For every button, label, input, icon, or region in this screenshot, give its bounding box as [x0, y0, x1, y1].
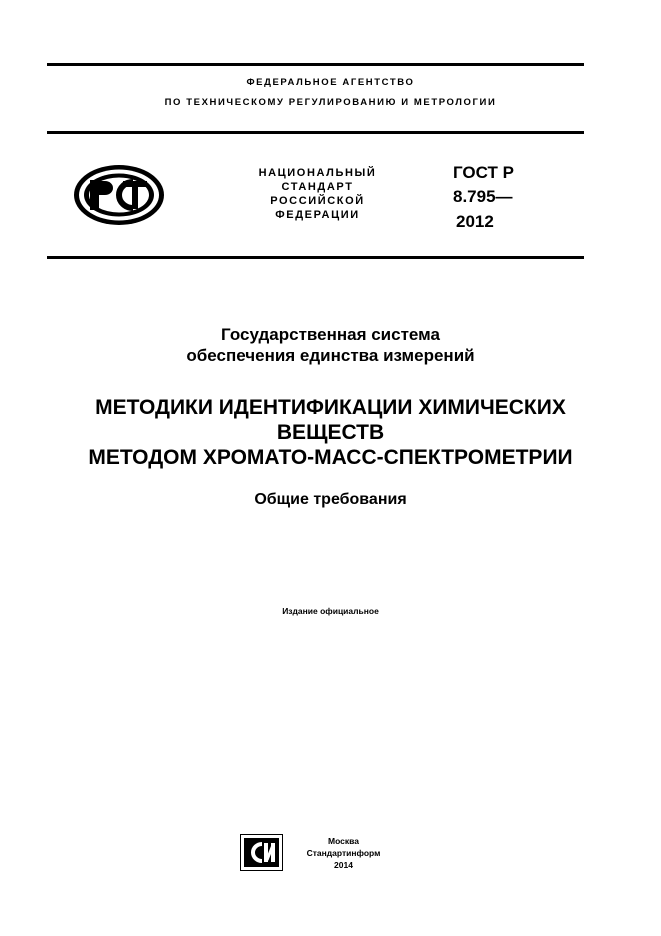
main-title-line-2: ВЕЩЕСТВ [276, 421, 385, 444]
rst-emblem-icon [73, 164, 165, 226]
standard-label-line-3: РОССИЙСКОЙ [270, 195, 365, 207]
agency-line-1: ФЕДЕРАЛЬНОЕ АГЕНТСТВО [246, 77, 415, 88]
gost-r-logo [73, 164, 165, 226]
edition-note: Издание официальное [282, 606, 379, 616]
gost-code-line-2: 8.795— [453, 187, 513, 206]
main-title-line-3: МЕТОДОМ ХРОМАТО-МАСС-СПЕКТРОМЕТРИИ [88, 446, 573, 469]
publisher-logo [240, 834, 283, 871]
standard-label-line-1: НАЦИОНАЛЬНЫЙ [258, 167, 377, 179]
header-rule [47, 131, 584, 134]
top-rule [47, 63, 584, 66]
system-title-line-1: Государственная система [221, 325, 440, 344]
publisher-city: Москва [328, 836, 359, 846]
standartinform-logo-icon [240, 834, 283, 871]
main-title-line-1: МЕТОДИКИ ИДЕНТИФИКАЦИИ ХИМИЧЕСКИХ [95, 396, 566, 419]
part-title: Общие требования [254, 491, 407, 508]
standard-block-rule [47, 256, 584, 259]
publisher-year: 2014 [334, 860, 353, 870]
standard-label-line-2: СТАНДАРТ [281, 181, 354, 193]
system-title-line-2: обеспечения единства измерений [186, 346, 475, 365]
agency-line-2: ПО ТЕХНИЧЕСКОМУ РЕГУЛИРОВАНИЮ И МЕТРОЛОГИИ [164, 97, 497, 108]
standard-label-line-4: ФЕДЕРАЦИИ [275, 209, 360, 221]
publisher-name: Стандартинформ [306, 848, 381, 858]
gost-code-line-3: 2012 [456, 212, 494, 231]
gost-code-line-1: ГОСТ Р [453, 163, 514, 182]
